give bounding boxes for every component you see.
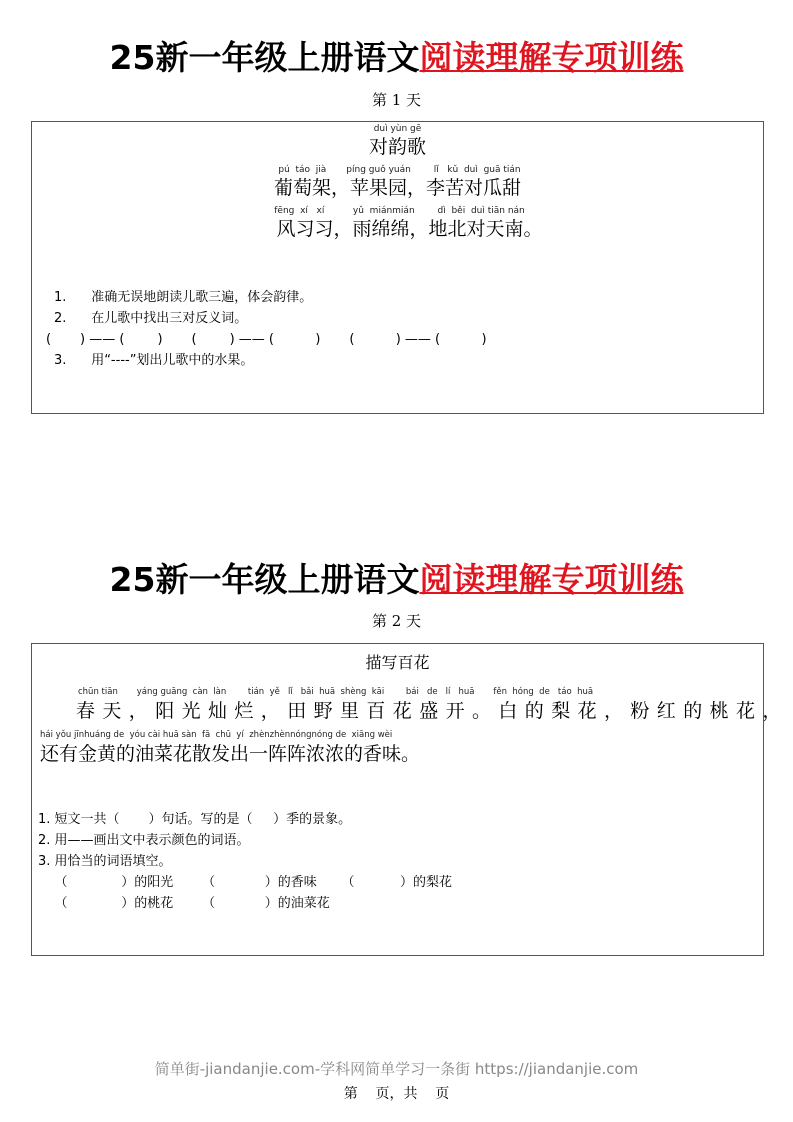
question-2: 2. 在儿歌中找出三对反义词。 — [54, 311, 248, 326]
passage-title: 描写百花 — [365, 653, 430, 672]
watermark: 简单街-jiandanjie.com-学科网简单学习一条街 https://jiandanjie.com — [154, 1060, 639, 1078]
day2-box — [31, 643, 789, 956]
page-number: 第 页，共 页 — [343, 1086, 450, 1102]
poem-title: 对韵歌 — [368, 136, 426, 158]
poem-line1: 葡萄架，苹果园，李苦对瓜甜 — [273, 177, 521, 199]
antonym-blanks: ( ) —— ( ) ( ) —— ( ) ( ) —— ( ) — [46, 332, 487, 347]
fill-blanks-row1: （ ）的阳光 （ ）的香味 （ ）的梨花 — [38, 875, 453, 890]
title-black: 25新一年级上册语文 — [109, 560, 420, 599]
title-black: 25新一年级上册语文 — [109, 38, 420, 77]
poem-line2: 风习习，雨绵绵，地北对天南。 — [276, 218, 543, 240]
poem-title-pinyin: duì yùn gē — [373, 124, 422, 134]
day-label-2: 第 2 天 — [371, 612, 422, 630]
poem-line2-pinyin: fēng xí xí yǔ miánmián dì běi duì tiān nán — [274, 206, 525, 216]
day1-box — [31, 121, 764, 414]
fill-blanks-row2: （ ）的桃花 （ ）的油菜花 — [38, 896, 330, 911]
poem-line1-pinyin: pú táo jià píng guǒ yuán lǐ kǔ duì guā tián — [278, 165, 521, 175]
question-3: 3. 用“----”划出儿歌中的水果。 — [54, 353, 254, 368]
passage-line2-pinyin: hái yǒu jīnhuáng de yóu cài huā sàn fā chū yí zhènzhènnóngnóng de xiāng wèi — [40, 730, 393, 740]
title-red: 阅读理解专项训练 — [419, 38, 684, 77]
day-label-1: 第 1 天 — [371, 91, 422, 109]
page-title-1 — [0, 38, 793, 78]
question-3: 3. 用恰当的词语填空。 — [38, 854, 172, 869]
question-2: 2. 用——画出文中表示颜色的词语。 — [38, 833, 250, 848]
question-1: 1. 准确无误地朗读儿歌三遍，体会韵律。 — [54, 290, 313, 305]
question-1: 1. 短文一共（ ）句话。写的是（ ）季的景象。 — [38, 812, 352, 827]
passage-line2: 还有金黄的油菜花散发出一阵阵浓浓的香味。 — [40, 743, 421, 765]
page-title-2 — [0, 560, 793, 600]
title-red: 阅读理解专项训练 — [419, 560, 684, 599]
passage-line1-pinyin: chūn tiān yáng guāng càn làn tián yě lǐ bǎi huā shèng kāi bái de lí huā fěn hóng de táo huā — [78, 687, 594, 697]
passage-line1: 春天，阳光灿烂，田野里百花盛开。白的梨花，粉红的桃花， — [76, 700, 789, 722]
